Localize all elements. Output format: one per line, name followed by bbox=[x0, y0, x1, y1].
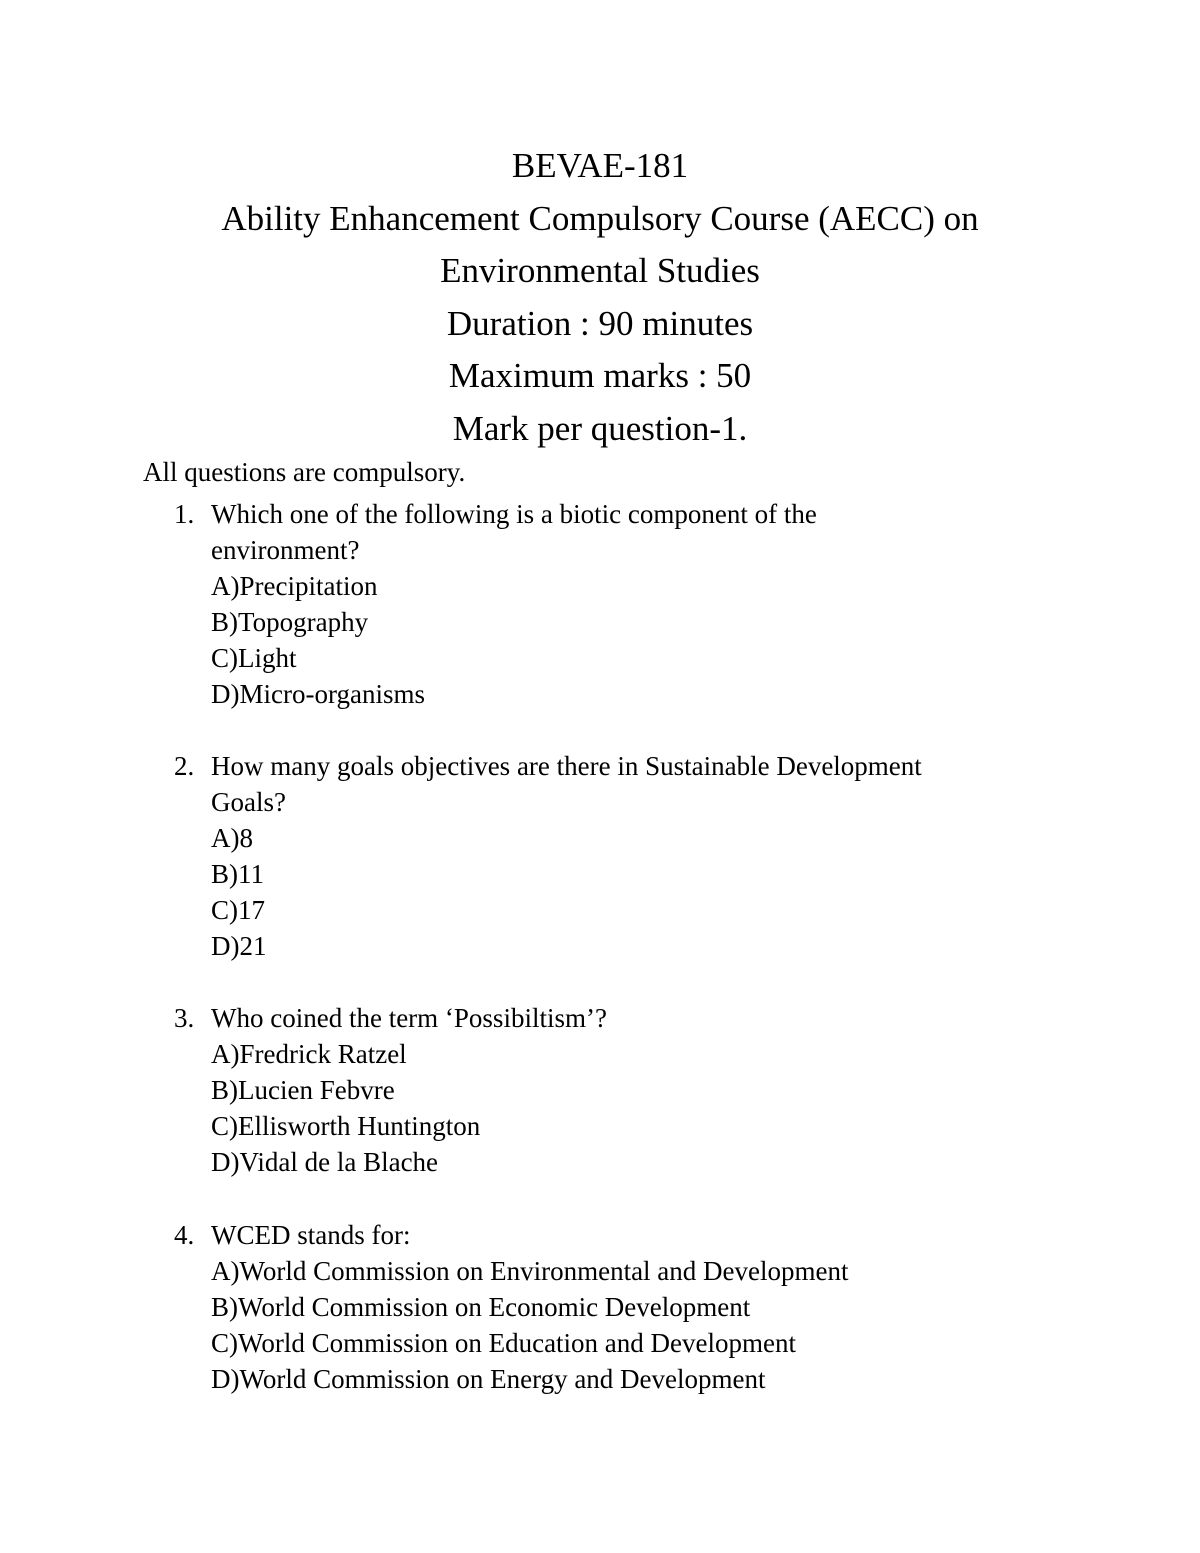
question-text-line1: WCED stands for: bbox=[211, 1220, 411, 1250]
option-text: World Commission on Energy and Development bbox=[239, 1364, 766, 1394]
option-text: 11 bbox=[238, 859, 264, 889]
question-4 bbox=[174, 1217, 1074, 1397]
option-text: Topography bbox=[238, 607, 369, 637]
option-letter: C) bbox=[211, 895, 238, 925]
question-number: 1. bbox=[174, 499, 195, 529]
option-text: 8 bbox=[239, 823, 253, 853]
exam-header bbox=[0, 140, 1200, 455]
question-number: 3. bbox=[174, 1003, 195, 1033]
maximum-marks: Maximum marks : 50 bbox=[448, 356, 752, 395]
option-letter: B) bbox=[211, 1292, 238, 1322]
mark-per-question: Mark per question-1. bbox=[452, 408, 748, 448]
question-number: 4. bbox=[174, 1220, 195, 1250]
option-letter: B) bbox=[211, 1075, 238, 1105]
option-text: Micro-organisms bbox=[239, 679, 425, 709]
course-code: BEVAE-181 bbox=[511, 146, 689, 185]
option-letter: D) bbox=[211, 1364, 240, 1394]
option-b bbox=[211, 1289, 1074, 1325]
question-text-line1: Who coined the term ‘Possibiltism’? bbox=[211, 1003, 607, 1033]
option-d bbox=[211, 928, 1074, 964]
question-text-line1: Which one of the following is a biotic component of the bbox=[211, 499, 817, 529]
question-number: 2. bbox=[174, 751, 195, 781]
option-a bbox=[211, 1036, 1074, 1072]
option-text: Precipitation bbox=[239, 571, 378, 601]
option-text: Fredrick Ratzel bbox=[239, 1039, 407, 1069]
option-text: Vidal de la Blache bbox=[239, 1147, 439, 1177]
course-title-line2: Environmental Studies bbox=[440, 251, 760, 290]
option-d bbox=[211, 1144, 1074, 1180]
exam-duration: Duration : 90 minutes bbox=[446, 303, 754, 343]
option-c bbox=[211, 1325, 1074, 1361]
option-a bbox=[211, 1253, 1074, 1289]
question-2 bbox=[174, 748, 1074, 964]
option-letter: D) bbox=[211, 1147, 240, 1177]
option-letter: A) bbox=[211, 1039, 240, 1069]
option-b bbox=[211, 856, 1074, 892]
option-a bbox=[211, 568, 1074, 604]
question-text-line2: Goals? bbox=[211, 787, 286, 817]
option-text: World Commission on Education and Development bbox=[238, 1328, 796, 1358]
option-letter: D) bbox=[211, 931, 240, 961]
option-letter: A) bbox=[211, 571, 240, 601]
option-letter: B) bbox=[211, 607, 238, 637]
option-d bbox=[211, 676, 1074, 712]
question-1 bbox=[174, 496, 1074, 712]
option-letter: C) bbox=[211, 1111, 238, 1141]
option-text: Ellisworth Huntington bbox=[238, 1111, 481, 1141]
question-3 bbox=[174, 1000, 1074, 1180]
instruction-text: All questions are compulsory. bbox=[143, 457, 466, 487]
option-text: Lucien Febvre bbox=[238, 1075, 395, 1105]
option-letter: C) bbox=[211, 1328, 238, 1358]
option-c bbox=[211, 1108, 1074, 1144]
option-c bbox=[211, 892, 1074, 928]
option-letter: C) bbox=[211, 643, 238, 673]
option-text: Light bbox=[238, 643, 297, 673]
question-text-line2: environment? bbox=[211, 535, 360, 565]
option-c bbox=[211, 640, 1074, 676]
option-b bbox=[211, 1072, 1074, 1108]
option-text: 17 bbox=[238, 895, 265, 925]
option-a bbox=[211, 820, 1074, 856]
option-text: World Commission on Environmental and Development bbox=[239, 1256, 849, 1286]
option-letter: B) bbox=[211, 859, 238, 889]
option-b bbox=[211, 604, 1074, 640]
option-letter: A) bbox=[211, 823, 240, 853]
option-text: 21 bbox=[239, 931, 267, 961]
option-d bbox=[211, 1361, 1074, 1397]
option-text: World Commission on Economic Development bbox=[238, 1292, 751, 1322]
course-title-line1: Ability Enhancement Compulsory Course (AECC) on bbox=[221, 198, 979, 238]
question-text-line1: How many goals objectives are there in Sustainable Development bbox=[211, 751, 922, 781]
option-letter: D) bbox=[211, 679, 240, 709]
option-letter: A) bbox=[211, 1256, 240, 1286]
